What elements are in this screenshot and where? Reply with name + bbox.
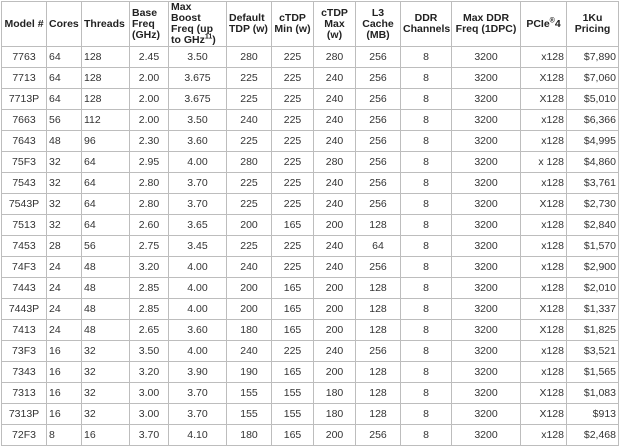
cell-l3: 128 bbox=[356, 362, 401, 383]
cell-cores: 16 bbox=[47, 404, 82, 425]
cell-cores: 24 bbox=[47, 278, 82, 299]
cell-tdp: 225 bbox=[227, 173, 272, 194]
cell-pcie: x128 bbox=[521, 341, 567, 362]
cell-ctdp-min: 225 bbox=[272, 194, 314, 215]
cell-tdp: 155 bbox=[227, 383, 272, 404]
cell-boost: 3.70 bbox=[169, 404, 227, 425]
cell-boost: 4.00 bbox=[169, 257, 227, 278]
cell-cores: 32 bbox=[47, 173, 82, 194]
cell-l3: 256 bbox=[356, 47, 401, 68]
cell-l3: 128 bbox=[356, 299, 401, 320]
cell-price: $2,900 bbox=[567, 257, 619, 278]
cell-pcie: x128 bbox=[521, 236, 567, 257]
header-default-tdp: Default TDP (w) bbox=[227, 2, 272, 47]
cell-ddr-ch: 8 bbox=[401, 299, 452, 320]
cell-ctdp-max: 200 bbox=[314, 425, 356, 446]
cell-boost: 4.10 bbox=[169, 425, 227, 446]
cell-ddr-freq: 3200 bbox=[452, 425, 521, 446]
cell-tdp: 240 bbox=[227, 110, 272, 131]
cell-model: 7713 bbox=[2, 68, 47, 89]
cell-tdp: 225 bbox=[227, 131, 272, 152]
cell-ddr-freq: 3200 bbox=[452, 89, 521, 110]
cell-ctdp-min: 165 bbox=[272, 425, 314, 446]
cell-model: 7543 bbox=[2, 173, 47, 194]
cell-base: 2.85 bbox=[130, 299, 169, 320]
cell-ctdp-min: 155 bbox=[272, 404, 314, 425]
cell-base: 3.20 bbox=[130, 257, 169, 278]
cell-boost: 3.60 bbox=[169, 320, 227, 341]
cell-ctdp-max: 240 bbox=[314, 173, 356, 194]
cell-ctdp-min: 165 bbox=[272, 278, 314, 299]
table-row bbox=[2, 47, 619, 68]
table-row bbox=[2, 68, 619, 89]
cell-ddr-ch: 8 bbox=[401, 278, 452, 299]
cell-l3: 256 bbox=[356, 89, 401, 110]
cell-ddr-ch: 8 bbox=[401, 320, 452, 341]
cell-price: $4,995 bbox=[567, 131, 619, 152]
cell-ddr-freq: 3200 bbox=[452, 341, 521, 362]
cell-ddr-freq: 3200 bbox=[452, 404, 521, 425]
cell-price: $7,060 bbox=[567, 68, 619, 89]
header-ctdp-max: cTDP Max (w) bbox=[314, 2, 356, 47]
cell-price: $1,337 bbox=[567, 299, 619, 320]
cell-ctdp-max: 240 bbox=[314, 257, 356, 278]
table-row bbox=[2, 215, 619, 236]
cell-tdp: 200 bbox=[227, 299, 272, 320]
cell-base: 3.20 bbox=[130, 362, 169, 383]
cell-l3: 128 bbox=[356, 383, 401, 404]
cell-tdp: 240 bbox=[227, 257, 272, 278]
cell-boost: 4.00 bbox=[169, 341, 227, 362]
header-l3-cache: L3 Cache (MB) bbox=[356, 2, 401, 47]
cell-ctdp-min: 225 bbox=[272, 89, 314, 110]
header-threads: Threads bbox=[82, 2, 130, 47]
cell-model: 74F3 bbox=[2, 257, 47, 278]
cell-ctdp-max: 240 bbox=[314, 110, 356, 131]
cell-model: 7443 bbox=[2, 278, 47, 299]
cell-threads: 48 bbox=[82, 320, 130, 341]
cell-threads: 96 bbox=[82, 131, 130, 152]
cell-l3: 256 bbox=[356, 257, 401, 278]
cell-base: 2.65 bbox=[130, 320, 169, 341]
cell-price: $3,521 bbox=[567, 341, 619, 362]
cell-model: 7443P bbox=[2, 299, 47, 320]
cell-boost: 3.70 bbox=[169, 383, 227, 404]
cell-l3: 128 bbox=[356, 215, 401, 236]
cell-base: 2.60 bbox=[130, 215, 169, 236]
cell-ddr-ch: 8 bbox=[401, 236, 452, 257]
cell-cores: 24 bbox=[47, 257, 82, 278]
header-pcie-registered-mark: ® bbox=[549, 17, 555, 24]
cell-tdp: 225 bbox=[227, 236, 272, 257]
table-row bbox=[2, 89, 619, 110]
cell-pcie: x128 bbox=[521, 257, 567, 278]
cell-price: $4,860 bbox=[567, 152, 619, 173]
cell-ddr-ch: 8 bbox=[401, 194, 452, 215]
cell-model: 7713P bbox=[2, 89, 47, 110]
cell-l3: 128 bbox=[356, 404, 401, 425]
cell-boost: 3.50 bbox=[169, 47, 227, 68]
cell-price: $1,565 bbox=[567, 362, 619, 383]
cell-base: 2.30 bbox=[130, 131, 169, 152]
table-row bbox=[2, 236, 619, 257]
cell-ddr-ch: 8 bbox=[401, 47, 452, 68]
cell-ctdp-max: 200 bbox=[314, 362, 356, 383]
table-row bbox=[2, 152, 619, 173]
cell-boost: 3.45 bbox=[169, 236, 227, 257]
cell-ddr-freq: 3200 bbox=[452, 383, 521, 404]
header-max-boost-freq-footnote: 11 bbox=[204, 33, 213, 41]
cell-price: $3,761 bbox=[567, 173, 619, 194]
cell-cores: 16 bbox=[47, 383, 82, 404]
cell-base: 2.95 bbox=[130, 152, 169, 173]
cell-ddr-ch: 8 bbox=[401, 68, 452, 89]
cell-base: 3.00 bbox=[130, 383, 169, 404]
cell-tdp: 280 bbox=[227, 152, 272, 173]
table-row bbox=[2, 278, 619, 299]
table-row bbox=[2, 194, 619, 215]
cell-pcie: x128 bbox=[521, 110, 567, 131]
cell-model: 7763 bbox=[2, 47, 47, 68]
cell-base: 2.00 bbox=[130, 110, 169, 131]
cell-ctdp-min: 165 bbox=[272, 320, 314, 341]
cell-cores: 64 bbox=[47, 47, 82, 68]
cell-threads: 64 bbox=[82, 152, 130, 173]
cell-ctdp-max: 280 bbox=[314, 152, 356, 173]
spec-table bbox=[1, 1, 619, 446]
header-row bbox=[2, 2, 619, 47]
cell-threads: 32 bbox=[82, 404, 130, 425]
cell-ddr-freq: 3200 bbox=[452, 320, 521, 341]
header-max-boost-freq-text: Max Boost Freq (up to GHz bbox=[171, 1, 213, 46]
cell-ctdp-max: 180 bbox=[314, 404, 356, 425]
cell-ctdp-max: 240 bbox=[314, 341, 356, 362]
cell-tdp: 240 bbox=[227, 341, 272, 362]
cell-pcie: X128 bbox=[521, 404, 567, 425]
cell-price: $1,083 bbox=[567, 383, 619, 404]
cell-pcie: X128 bbox=[521, 320, 567, 341]
cell-price: $1,570 bbox=[567, 236, 619, 257]
cell-base: 2.80 bbox=[130, 173, 169, 194]
cell-cores: 16 bbox=[47, 341, 82, 362]
cell-boost: 4.00 bbox=[169, 278, 227, 299]
cell-ctdp-max: 240 bbox=[314, 68, 356, 89]
cell-boost: 3.70 bbox=[169, 173, 227, 194]
cell-base: 2.45 bbox=[130, 47, 169, 68]
cell-ctdp-max: 280 bbox=[314, 47, 356, 68]
cell-cores: 16 bbox=[47, 362, 82, 383]
header-base-freq: Base Freq (GHz) bbox=[130, 2, 169, 47]
cell-ctdp-min: 165 bbox=[272, 215, 314, 236]
cell-ctdp-max: 240 bbox=[314, 194, 356, 215]
cell-price: $1,825 bbox=[567, 320, 619, 341]
cell-model: 7513 bbox=[2, 215, 47, 236]
cell-price: $2,468 bbox=[567, 425, 619, 446]
cell-cores: 32 bbox=[47, 152, 82, 173]
cell-ddr-ch: 8 bbox=[401, 425, 452, 446]
cell-threads: 64 bbox=[82, 194, 130, 215]
cell-l3: 64 bbox=[356, 236, 401, 257]
cell-boost: 3.70 bbox=[169, 194, 227, 215]
cell-price: $7,890 bbox=[567, 47, 619, 68]
header-ddr-channels: DDR Channels bbox=[401, 2, 452, 47]
cell-ddr-freq: 3200 bbox=[452, 236, 521, 257]
cell-cores: 32 bbox=[47, 215, 82, 236]
cell-ctdp-min: 225 bbox=[272, 110, 314, 131]
cell-ctdp-min: 225 bbox=[272, 131, 314, 152]
cell-cores: 48 bbox=[47, 131, 82, 152]
cell-price: $6,366 bbox=[567, 110, 619, 131]
cell-ddr-ch: 8 bbox=[401, 383, 452, 404]
cell-pcie: x128 bbox=[521, 362, 567, 383]
cell-l3: 256 bbox=[356, 68, 401, 89]
cell-boost: 3.90 bbox=[169, 362, 227, 383]
header-pcie-gen: 4 bbox=[554, 17, 561, 30]
cell-pcie: X128 bbox=[521, 89, 567, 110]
cell-cores: 32 bbox=[47, 194, 82, 215]
cell-ddr-freq: 3200 bbox=[452, 47, 521, 68]
cell-l3: 128 bbox=[356, 278, 401, 299]
cell-model: 7543P bbox=[2, 194, 47, 215]
header-max-boost-freq bbox=[169, 2, 227, 47]
cell-model: 72F3 bbox=[2, 425, 47, 446]
cell-ddr-ch: 8 bbox=[401, 152, 452, 173]
cell-ctdp-min: 225 bbox=[272, 173, 314, 194]
cell-base: 3.50 bbox=[130, 341, 169, 362]
cell-ctdp-min: 225 bbox=[272, 68, 314, 89]
cell-tdp: 225 bbox=[227, 194, 272, 215]
cell-threads: 32 bbox=[82, 362, 130, 383]
cell-ddr-freq: 3200 bbox=[452, 131, 521, 152]
cell-tdp: 200 bbox=[227, 278, 272, 299]
cell-ctdp-max: 200 bbox=[314, 299, 356, 320]
cell-ctdp-min: 165 bbox=[272, 299, 314, 320]
cell-pcie: x128 bbox=[521, 215, 567, 236]
table-row bbox=[2, 362, 619, 383]
cell-pcie: x128 bbox=[521, 425, 567, 446]
cell-ddr-freq: 3200 bbox=[452, 299, 521, 320]
header-pcie bbox=[521, 2, 567, 47]
cell-l3: 128 bbox=[356, 320, 401, 341]
cell-ddr-freq: 3200 bbox=[452, 68, 521, 89]
cell-ctdp-max: 240 bbox=[314, 236, 356, 257]
cell-threads: 32 bbox=[82, 383, 130, 404]
cell-model: 75F3 bbox=[2, 152, 47, 173]
table-row bbox=[2, 110, 619, 131]
cell-threads: 128 bbox=[82, 68, 130, 89]
cell-ddr-freq: 3200 bbox=[452, 110, 521, 131]
cell-price: $5,010 bbox=[567, 89, 619, 110]
cell-ctdp-min: 225 bbox=[272, 152, 314, 173]
cell-pcie: X128 bbox=[521, 383, 567, 404]
cell-price: $2,840 bbox=[567, 215, 619, 236]
cell-model: 7643 bbox=[2, 131, 47, 152]
cell-ctdp-min: 225 bbox=[272, 236, 314, 257]
cell-base: 2.80 bbox=[130, 194, 169, 215]
cell-ddr-freq: 3200 bbox=[452, 362, 521, 383]
cell-ddr-ch: 8 bbox=[401, 257, 452, 278]
cell-tdp: 225 bbox=[227, 89, 272, 110]
cell-threads: 64 bbox=[82, 173, 130, 194]
table-row bbox=[2, 341, 619, 362]
cell-ddr-ch: 8 bbox=[401, 131, 452, 152]
cell-pcie: X128 bbox=[521, 194, 567, 215]
cell-model: 7663 bbox=[2, 110, 47, 131]
header-ctdp-min: cTDP Min (w) bbox=[272, 2, 314, 47]
cell-ddr-freq: 3200 bbox=[452, 278, 521, 299]
cell-threads: 112 bbox=[82, 110, 130, 131]
cell-boost: 3.60 bbox=[169, 131, 227, 152]
cell-boost: 3.65 bbox=[169, 215, 227, 236]
cell-ddr-freq: 3200 bbox=[452, 173, 521, 194]
table-row bbox=[2, 257, 619, 278]
cell-ctdp-min: 225 bbox=[272, 257, 314, 278]
cell-pcie: x128 bbox=[521, 47, 567, 68]
table-row bbox=[2, 131, 619, 152]
cell-threads: 32 bbox=[82, 341, 130, 362]
cell-ddr-freq: 3200 bbox=[452, 194, 521, 215]
cell-cores: 24 bbox=[47, 299, 82, 320]
cell-ddr-freq: 3200 bbox=[452, 215, 521, 236]
cell-pcie: x128 bbox=[521, 131, 567, 152]
cell-pcie: x128 bbox=[521, 278, 567, 299]
cell-ctdp-max: 200 bbox=[314, 215, 356, 236]
cell-cores: 64 bbox=[47, 89, 82, 110]
cell-l3: 256 bbox=[356, 131, 401, 152]
cell-ctdp-max: 200 bbox=[314, 320, 356, 341]
cell-model: 7453 bbox=[2, 236, 47, 257]
table-body bbox=[2, 47, 619, 446]
header-pcie-text: PCIe bbox=[526, 17, 550, 30]
table-row bbox=[2, 299, 619, 320]
cell-tdp: 180 bbox=[227, 320, 272, 341]
cell-l3: 256 bbox=[356, 341, 401, 362]
cell-ctdp-min: 225 bbox=[272, 341, 314, 362]
cell-price: $2,010 bbox=[567, 278, 619, 299]
cell-tdp: 155 bbox=[227, 404, 272, 425]
cell-threads: 48 bbox=[82, 278, 130, 299]
cell-tdp: 225 bbox=[227, 68, 272, 89]
header-max-ddr-freq: Max DDR Freq (1DPC) bbox=[452, 2, 521, 47]
cell-cores: 24 bbox=[47, 320, 82, 341]
cell-threads: 48 bbox=[82, 299, 130, 320]
cell-l3: 256 bbox=[356, 173, 401, 194]
table-row bbox=[2, 425, 619, 446]
table-row bbox=[2, 383, 619, 404]
cell-boost: 3.50 bbox=[169, 110, 227, 131]
cell-cores: 56 bbox=[47, 110, 82, 131]
cell-threads: 64 bbox=[82, 215, 130, 236]
cell-model: 73F3 bbox=[2, 341, 47, 362]
cell-threads: 48 bbox=[82, 257, 130, 278]
cell-boost: 3.675 bbox=[169, 89, 227, 110]
cell-base: 3.00 bbox=[130, 404, 169, 425]
cell-ddr-ch: 8 bbox=[401, 362, 452, 383]
header-max-boost-freq-close: ) bbox=[212, 34, 216, 46]
cell-threads: 128 bbox=[82, 89, 130, 110]
cell-model: 7313P bbox=[2, 404, 47, 425]
cell-l3: 256 bbox=[356, 152, 401, 173]
cell-l3: 256 bbox=[356, 110, 401, 131]
cell-boost: 4.00 bbox=[169, 152, 227, 173]
cell-base: 3.70 bbox=[130, 425, 169, 446]
cell-threads: 128 bbox=[82, 47, 130, 68]
table-row bbox=[2, 320, 619, 341]
cell-threads: 16 bbox=[82, 425, 130, 446]
cell-pcie: x 128 bbox=[521, 152, 567, 173]
cell-ddr-ch: 8 bbox=[401, 110, 452, 131]
cell-tdp: 190 bbox=[227, 362, 272, 383]
cell-price: $913 bbox=[567, 404, 619, 425]
header-pricing: 1Ku Pricing bbox=[567, 2, 619, 47]
cell-ddr-freq: 3200 bbox=[452, 257, 521, 278]
cell-ctdp-min: 225 bbox=[272, 47, 314, 68]
cell-pcie: x128 bbox=[521, 173, 567, 194]
cell-ctdp-max: 240 bbox=[314, 89, 356, 110]
cell-ctdp-max: 240 bbox=[314, 131, 356, 152]
cell-l3: 256 bbox=[356, 194, 401, 215]
cell-ddr-ch: 8 bbox=[401, 404, 452, 425]
cell-threads: 56 bbox=[82, 236, 130, 257]
cell-cores: 64 bbox=[47, 68, 82, 89]
cell-cores: 8 bbox=[47, 425, 82, 446]
cell-ddr-ch: 8 bbox=[401, 89, 452, 110]
cell-ddr-ch: 8 bbox=[401, 173, 452, 194]
cell-model: 7313 bbox=[2, 383, 47, 404]
cell-ctdp-max: 200 bbox=[314, 278, 356, 299]
cell-boost: 4.00 bbox=[169, 299, 227, 320]
cell-boost: 3.675 bbox=[169, 68, 227, 89]
table-row bbox=[2, 173, 619, 194]
table-row bbox=[2, 404, 619, 425]
cell-ddr-freq: 3200 bbox=[452, 152, 521, 173]
cell-base: 2.00 bbox=[130, 68, 169, 89]
cell-ctdp-min: 165 bbox=[272, 362, 314, 383]
cell-l3: 256 bbox=[356, 425, 401, 446]
cell-pcie: X128 bbox=[521, 299, 567, 320]
cell-model: 7343 bbox=[2, 362, 47, 383]
cell-price: $2,730 bbox=[567, 194, 619, 215]
cell-ctdp-max: 180 bbox=[314, 383, 356, 404]
cell-model: 7413 bbox=[2, 320, 47, 341]
cell-ctdp-min: 155 bbox=[272, 383, 314, 404]
header-cores: Cores bbox=[47, 2, 82, 47]
cell-base: 2.75 bbox=[130, 236, 169, 257]
cell-cores: 28 bbox=[47, 236, 82, 257]
cell-tdp: 180 bbox=[227, 425, 272, 446]
cell-tdp: 280 bbox=[227, 47, 272, 68]
cell-tdp: 200 bbox=[227, 215, 272, 236]
cell-ddr-ch: 8 bbox=[401, 341, 452, 362]
header-model: Model # bbox=[2, 2, 47, 47]
cell-base: 2.00 bbox=[130, 89, 169, 110]
cell-pcie: X128 bbox=[521, 68, 567, 89]
cell-ddr-ch: 8 bbox=[401, 215, 452, 236]
cell-base: 2.85 bbox=[130, 278, 169, 299]
